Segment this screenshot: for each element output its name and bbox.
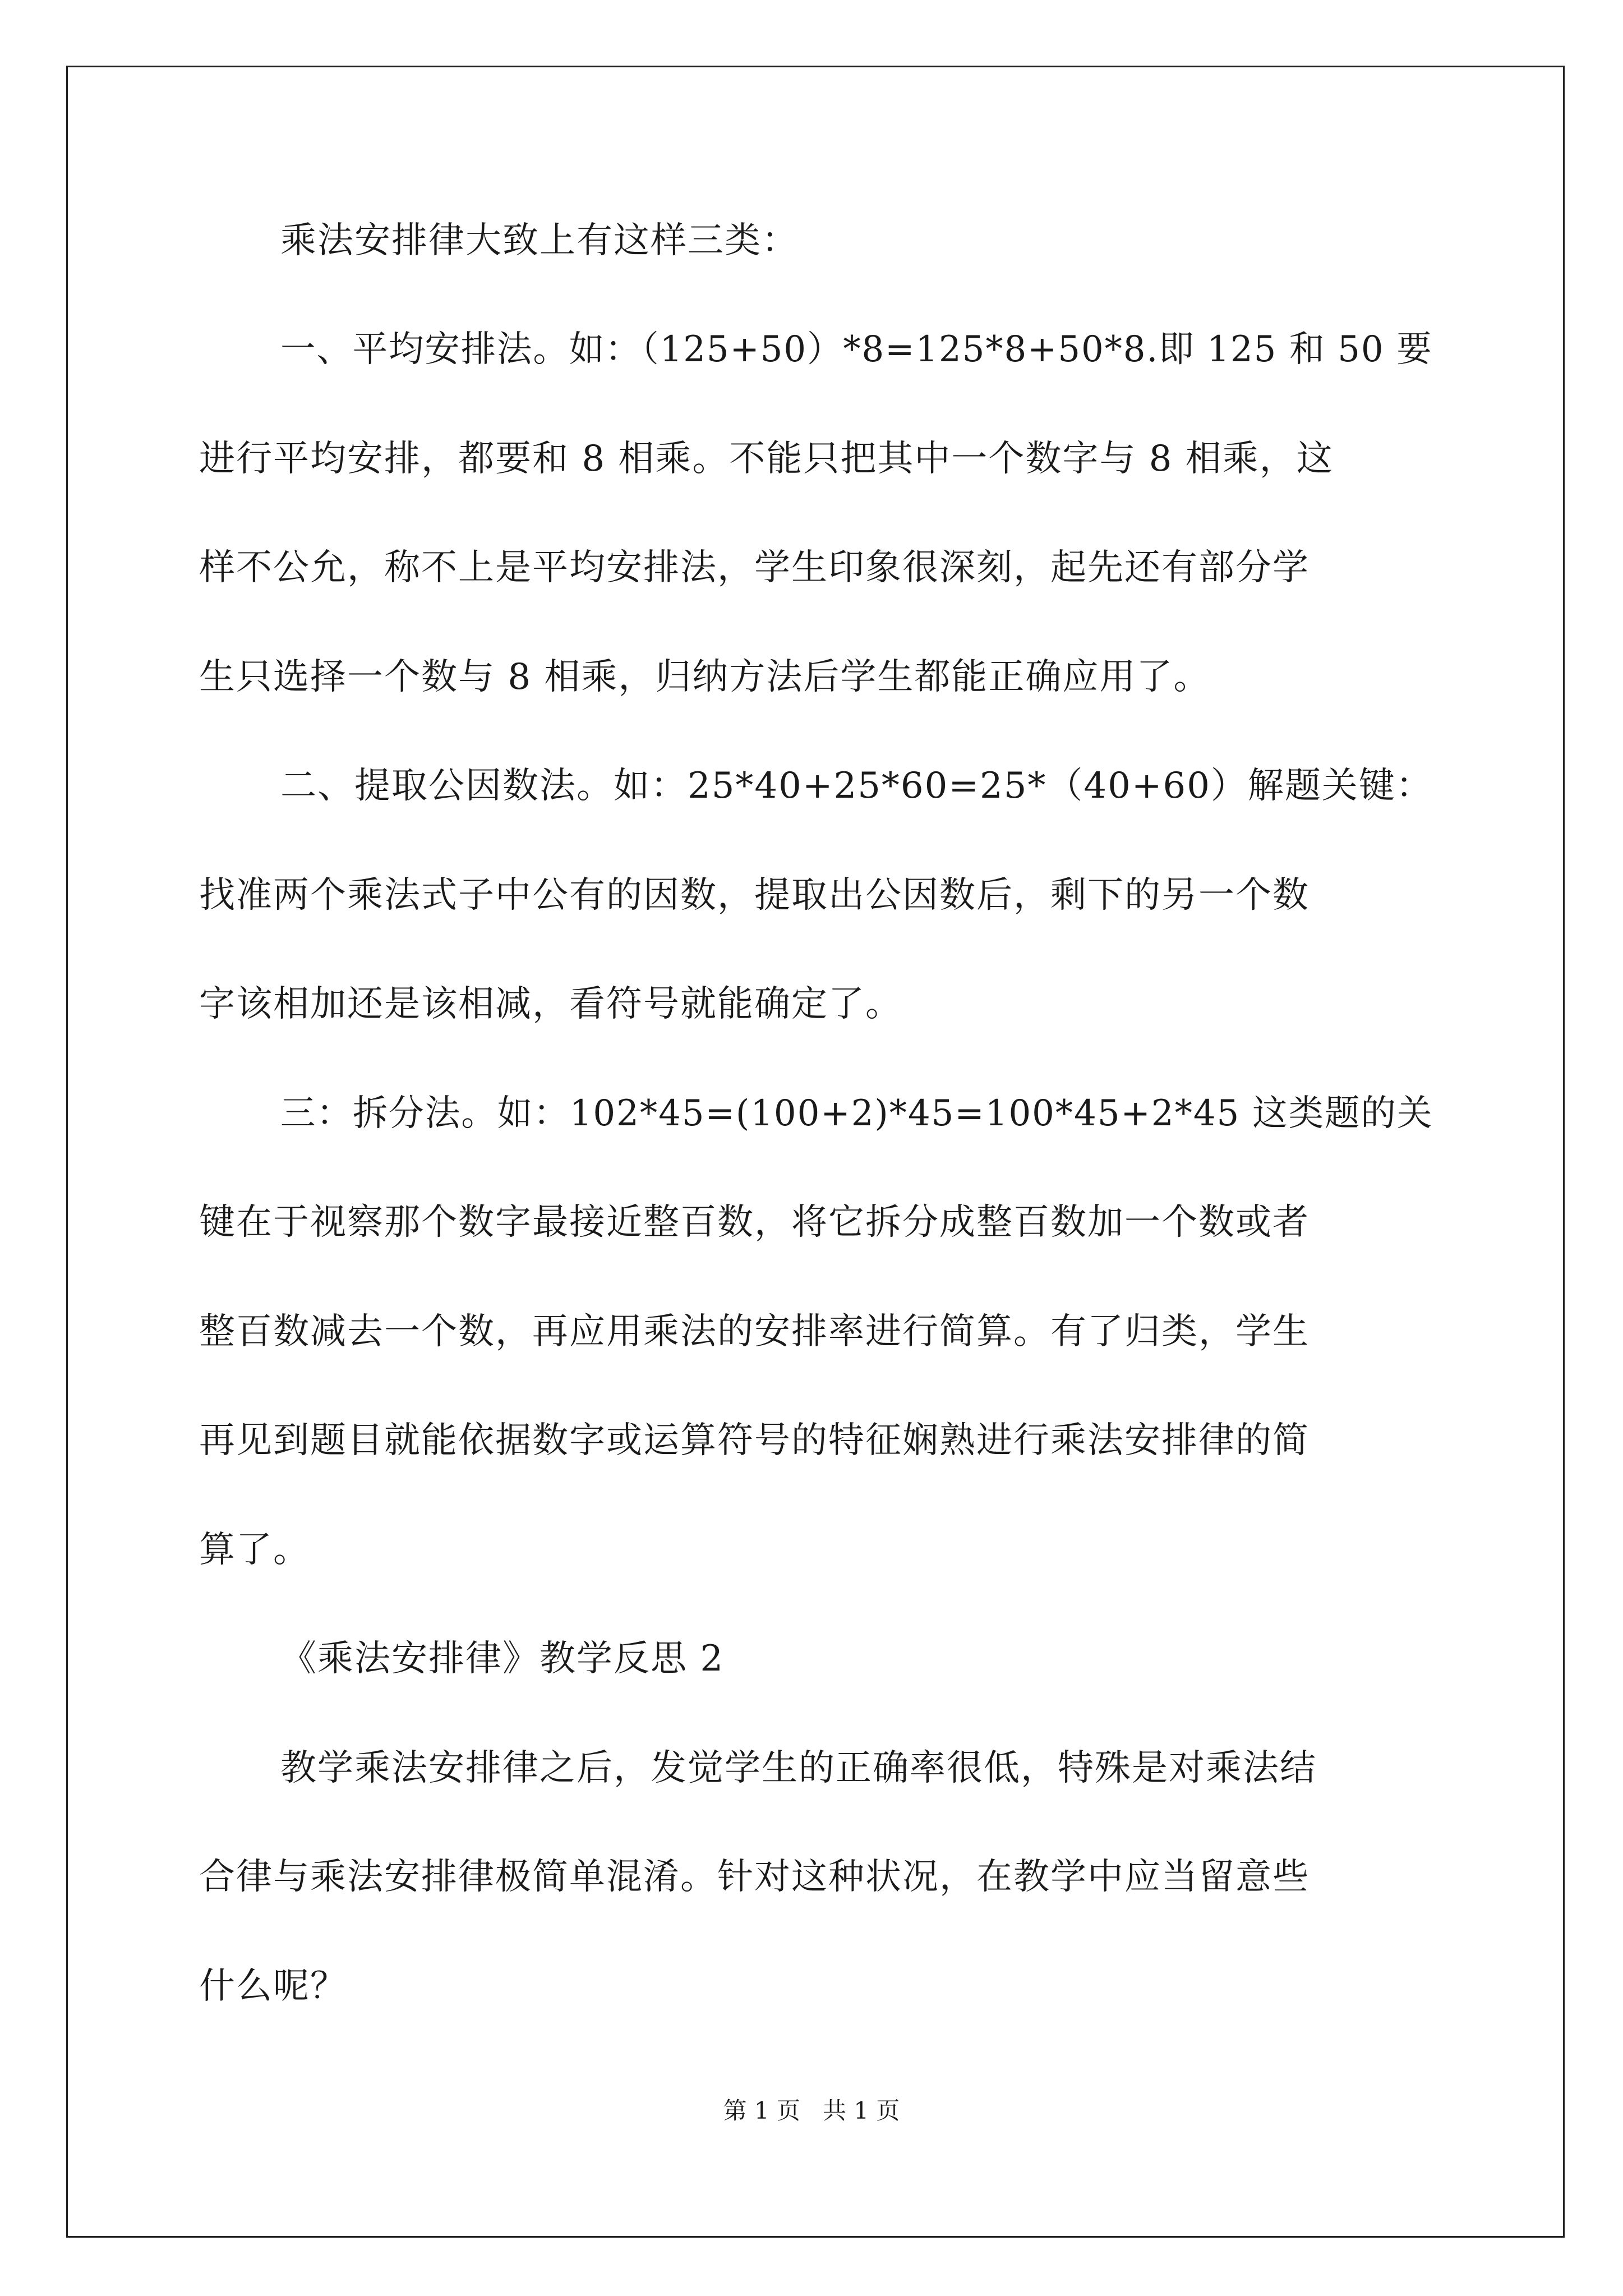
- page-total: 共 1 页: [823, 2097, 900, 2124]
- text-line: 再见到题目就能依据数字或运算符号的特征娴熟进行乘法安排律的简: [199, 1420, 1310, 1461]
- section-heading: 《乘法安排律》教学反思 2: [280, 1638, 725, 1680]
- text-line: 三：拆分法。如：102*45=(100+2)*45=100*45+2*45 这类题的关: [280, 1093, 1433, 1134]
- text-line: 进行平均安排，都要和 8 相乘。不能只把其中一个数字与 8 相乘，这: [199, 438, 1334, 480]
- text-line: 样不公允，称不上是平均安排法，学生印象很深刻，起先还有部分学: [199, 547, 1310, 588]
- text-line: 字该相加还是该相减，看符号就能确定了。: [199, 983, 902, 1025]
- page-border: [66, 66, 1565, 2238]
- text-line: 合律与乘法安排律极简单混淆。针对这种状况，在教学中应当留意些: [199, 1856, 1310, 1898]
- text-line: 什么呢？: [199, 1966, 347, 2007]
- text-line: 二、提取公因数法。如：25*40+25*60=25*（40+60）解题关键：: [280, 765, 1433, 807]
- text-line: 整百数减去一个数，再应用乘法的安排率进行简算。有了归类，学生: [199, 1311, 1310, 1352]
- page-number: 第 1 页: [723, 2097, 800, 2124]
- text-line: 键在于视察那个数字最接近整百数，将它拆分成整百数加一个数或者: [199, 1202, 1310, 1243]
- text-line: 算了。: [199, 1529, 310, 1571]
- page-footer: [0, 2097, 1623, 2125]
- text-line: 一、平均安排法。如：（125+50）*8=125*8+50*8.即 125 和 50 要: [280, 329, 1433, 370]
- text-line: 生只选择一个数与 8 相乘，归纳方法后学生都能正确应用了。: [199, 656, 1211, 698]
- text-line: 教学乘法安排律之后，发觉学生的正确率很低，特殊是对乘法结: [280, 1747, 1317, 1789]
- text-line: 乘法安排律大致上有这样三类：: [280, 220, 799, 261]
- text-line: 找准两个乘法式子中公有的因数，提取出公因数后，剩下的另一个数: [199, 875, 1310, 916]
